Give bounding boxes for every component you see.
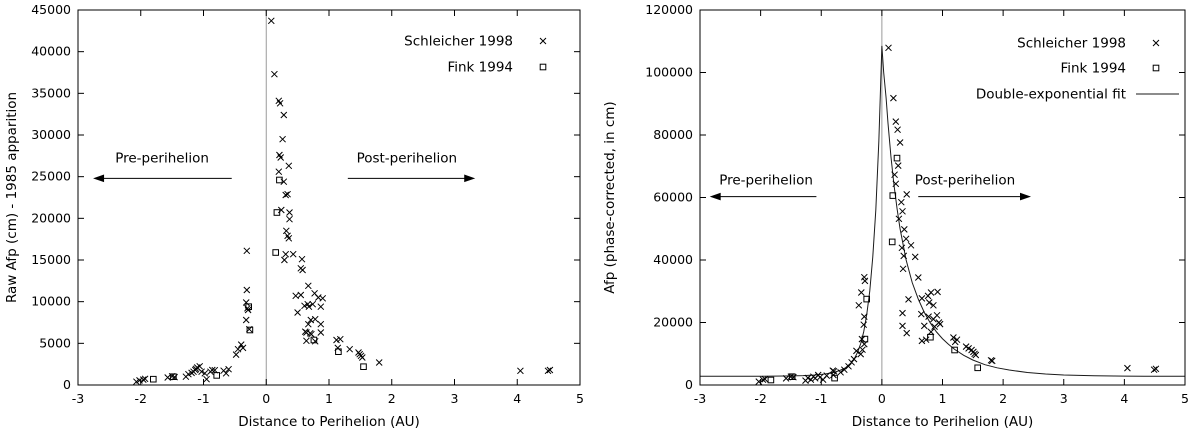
x-marker <box>197 363 203 369</box>
y-tick-label: 100000 <box>645 64 693 80</box>
fink-series <box>151 177 367 382</box>
legend <box>976 36 1179 103</box>
x-marker <box>900 208 906 214</box>
x-marker <box>283 228 289 234</box>
x-marker <box>359 355 365 361</box>
x-marker <box>300 267 306 273</box>
post-perihelion-arrow <box>918 193 1031 201</box>
y-axis-title: Afp (phase-corrected, in cm) <box>602 101 618 294</box>
x-marker <box>287 210 293 216</box>
x-marker <box>915 275 921 281</box>
x-marker <box>904 191 910 197</box>
x-tick-label: 1 <box>325 391 333 406</box>
x-marker <box>347 346 353 352</box>
x-marker <box>900 310 906 316</box>
x-marker <box>281 257 287 263</box>
legend-square-marker <box>1153 65 1159 71</box>
x-marker <box>890 95 896 101</box>
x-marker <box>312 338 318 344</box>
legend-x-marker <box>540 38 546 44</box>
x-tick-label: -1 <box>197 391 210 406</box>
x-marker <box>925 293 931 299</box>
square-marker <box>214 373 220 379</box>
legend-label: Schleicher 1998 <box>404 33 513 50</box>
x-axis-title: Distance to Perihelion (AU) <box>238 414 420 430</box>
left-plot <box>4 2 584 430</box>
y-tick-label: 5000 <box>39 335 71 351</box>
y-tick-label: 25000 <box>31 168 71 184</box>
x-tick-label: -3 <box>71 391 85 406</box>
x-tick-label: 3 <box>450 391 459 406</box>
y-tick-label: 10000 <box>31 293 71 309</box>
legend-label: Fink 1994 <box>447 59 513 76</box>
x-tick-label: 5 <box>576 391 584 406</box>
x-tick-label: 2 <box>999 391 1008 406</box>
legend <box>404 34 546 76</box>
y-tick-label: 0 <box>63 377 71 392</box>
x-marker <box>849 359 855 365</box>
x-marker <box>271 71 277 77</box>
pre-perihelion-label: Pre-perihelion <box>115 150 209 167</box>
x-marker <box>233 352 239 358</box>
x-marker <box>861 322 867 328</box>
x-tick-label: 4 <box>1120 391 1129 406</box>
square-marker <box>768 377 774 383</box>
x-marker <box>303 338 309 344</box>
post-perihelion-label: Post-perihelion <box>914 172 1016 189</box>
x-marker <box>244 287 250 293</box>
x-marker <box>299 256 305 262</box>
x-marker <box>934 312 940 318</box>
x-marker <box>278 155 284 161</box>
x-marker <box>305 283 311 289</box>
x-tick-label: -3 <box>693 391 707 406</box>
y-tick-label: 35000 <box>31 85 71 101</box>
y-tick-label: 40000 <box>653 252 693 267</box>
x-marker <box>903 236 909 242</box>
x-marker <box>517 368 523 374</box>
pre-perihelion-arrow <box>93 175 232 183</box>
legend-label: Double-exponential fit <box>975 86 1126 103</box>
x-marker <box>900 323 906 329</box>
legend-label: Schleicher 1998 <box>1017 35 1126 52</box>
legend-label: Fink 1994 <box>1060 60 1126 77</box>
x-marker <box>898 199 904 205</box>
x-marker <box>906 296 912 302</box>
x-marker <box>856 302 862 308</box>
x-marker <box>318 321 324 327</box>
post-perihelion-arrow <box>348 175 475 183</box>
square-marker <box>277 177 283 183</box>
square-marker <box>889 239 895 245</box>
x-marker <box>851 356 857 362</box>
x-marker <box>919 338 925 344</box>
x-marker <box>320 295 326 301</box>
square-marker <box>151 376 157 382</box>
x-marker <box>276 169 282 175</box>
x-marker <box>935 289 941 295</box>
square-marker <box>894 155 900 161</box>
x-marker <box>287 216 293 222</box>
post-perihelion-label: Post-perihelion <box>356 150 458 167</box>
y-tick-label: 60000 <box>653 189 693 205</box>
y-tick-label: 120000 <box>645 2 693 17</box>
x-marker <box>165 375 171 381</box>
x-marker <box>312 316 318 322</box>
y-tick-label: 30000 <box>31 127 71 142</box>
y-tick-label: 20000 <box>653 314 693 330</box>
x-marker <box>900 266 906 272</box>
x-tick-label: 1 <box>938 391 947 406</box>
x-marker <box>1124 365 1130 371</box>
x-tick-label: -2 <box>134 391 147 406</box>
x-marker <box>895 163 901 169</box>
x-marker <box>204 376 210 382</box>
legend-square-marker <box>540 64 546 70</box>
x-tick-label: -2 <box>754 391 767 406</box>
pre-perihelion-arrow <box>710 193 817 201</box>
x-marker <box>280 136 286 142</box>
x-tick-label: -1 <box>815 391 828 406</box>
x-marker <box>298 292 304 298</box>
x-marker <box>858 290 864 296</box>
x-marker <box>904 330 910 336</box>
y-tick-label: 20000 <box>31 210 71 226</box>
square-marker <box>273 250 279 256</box>
legend-x-marker <box>1153 40 1159 46</box>
x-marker <box>243 317 249 323</box>
x-marker <box>306 304 312 310</box>
x-tick-label: 4 <box>513 391 522 406</box>
x-marker <box>921 323 927 329</box>
x-axis-title: Distance to Perihelion (AU) <box>851 414 1034 430</box>
y-axis-title: Raw Afp (cm) - 1985 apparition <box>4 91 20 304</box>
y-tick-label: 40000 <box>31 43 71 59</box>
x-tick-label: 3 <box>1059 391 1068 406</box>
x-marker <box>886 45 892 51</box>
x-marker <box>897 140 903 146</box>
fink-series <box>768 155 980 383</box>
square-marker <box>361 364 367 370</box>
x-marker <box>376 360 382 366</box>
x-marker <box>318 304 324 310</box>
right-plot <box>602 2 1189 430</box>
x-marker <box>295 310 301 316</box>
x-marker <box>268 18 274 24</box>
x-marker <box>318 330 324 336</box>
x-marker <box>919 295 925 301</box>
x-tick-label: 2 <box>387 391 396 406</box>
square-marker <box>975 365 981 371</box>
x-tick-label: 5 <box>1181 391 1189 406</box>
x-marker <box>290 251 296 257</box>
y-tick-label: 15000 <box>31 252 71 267</box>
x-marker <box>918 311 924 317</box>
x-marker <box>277 100 283 106</box>
x-marker <box>283 251 289 257</box>
x-marker <box>281 112 287 118</box>
y-tick-label: 0 <box>685 377 693 392</box>
x-marker <box>908 242 914 248</box>
x-marker <box>895 127 901 133</box>
x-marker <box>286 163 292 169</box>
x-marker <box>281 179 287 185</box>
x-marker <box>244 248 250 254</box>
pre-perihelion-label: Pre-perihelion <box>719 172 813 189</box>
x-marker <box>893 119 899 125</box>
y-tick-label: 45000 <box>31 2 71 17</box>
x-tick-label: 0 <box>262 391 271 406</box>
x-marker <box>912 254 918 260</box>
x-marker <box>310 301 316 307</box>
x-marker <box>337 336 343 342</box>
y-tick-label: 80000 <box>653 127 693 142</box>
x-marker <box>901 226 907 232</box>
x-marker <box>286 235 292 241</box>
x-tick-label: 0 <box>877 391 886 406</box>
x-marker <box>846 363 852 369</box>
x-marker <box>862 278 868 284</box>
